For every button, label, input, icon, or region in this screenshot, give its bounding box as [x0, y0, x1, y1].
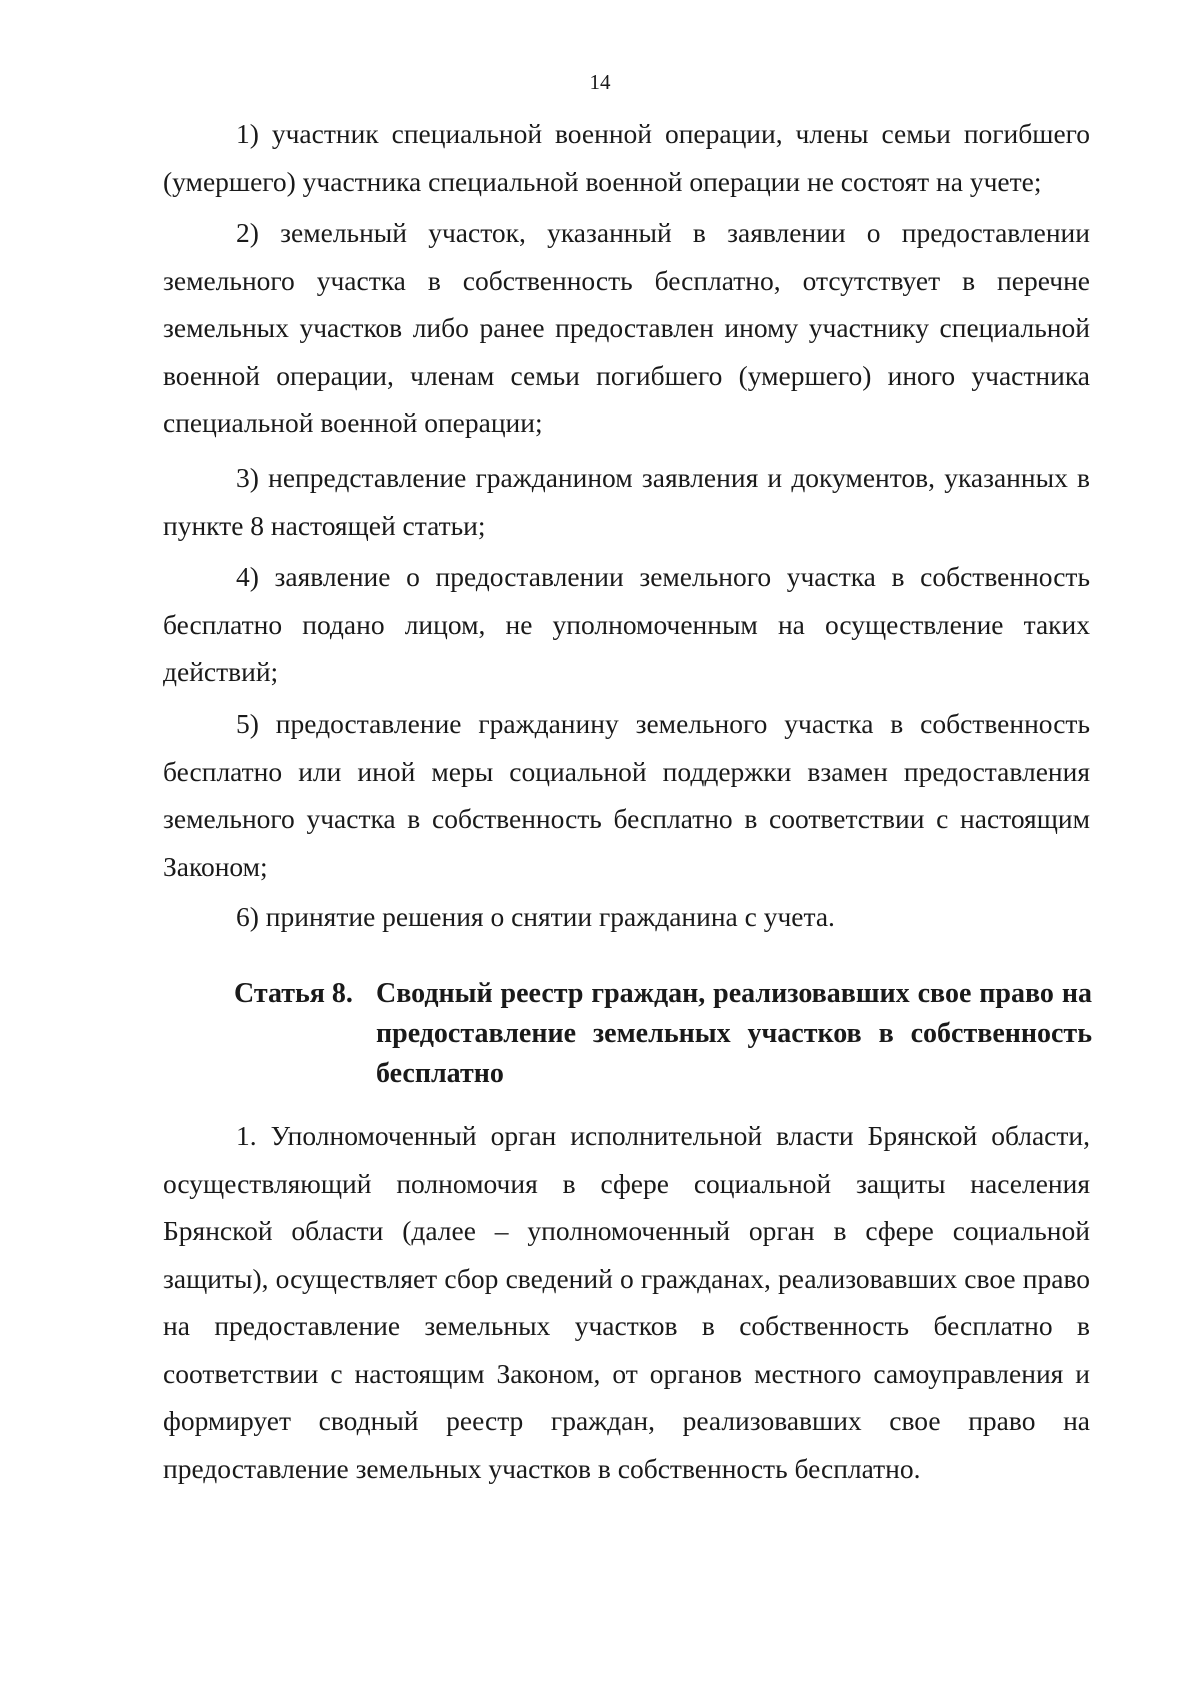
article-title: Сводный реестр граждан, реализовавших свое право на предоставление земельных участков в собственность бесплатно: [376, 978, 1092, 1089]
list-item-6: 6) принятие решения о снятии гражданина с учета.: [236, 901, 835, 932]
list-item-4: 4) заявление о предоставлении земельного участка в собственность бесплатно подано лицом, не уполномоченным на осуществление таких действий;: [163, 561, 1090, 687]
article-label: Статья 8.: [234, 978, 353, 1009]
article-paragraph-1: 1. Уполномоченный орган исполнительной власти Брянской области, осуществляющий полномочия в сфере социальной защиты населения Брянской области (далее – уполномоченный орган в сфере социальной защиты), осуществляет сбор сведений о гражданах, реализовавших свое право на предоставление земельных участков в собственность бесплатно в соответствии с настоящим Законом, от органов местного самоуправления и формирует сводный реестр граждан, реализовавших свое право на предоставление земельных участков в собственность бесплатно.: [163, 1120, 1090, 1484]
page-number: 14: [589, 70, 611, 94]
list-item-5: 5) предоставление гражданину земельного участка в собственность бесплатно или иной меры социальной поддержки взамен предоставления земельного участка в собственность бесплатно в соответствии с настоящим Законом;: [163, 708, 1090, 882]
list-item-3: 3) непредставление гражданином заявления и документов, указанных в пункте 8 настоящей статьи;: [163, 462, 1090, 541]
list-item-1: 1) участник специальной военной операции, члены семьи погибшего (умершего) участника специальной военной операции не состоят на учете;: [163, 118, 1090, 197]
list-item-2: 2) земельный участок, указанный в заявлении о предоставлении земельного участка в собственность бесплатно, отсутствует в перечне земельных участков либо ранее предоставлен иному участнику специальной военной операции, членам семьи погибшего (умершего) иного участника специальной военной операции;: [163, 217, 1090, 438]
article-heading: [234, 974, 1092, 1094]
